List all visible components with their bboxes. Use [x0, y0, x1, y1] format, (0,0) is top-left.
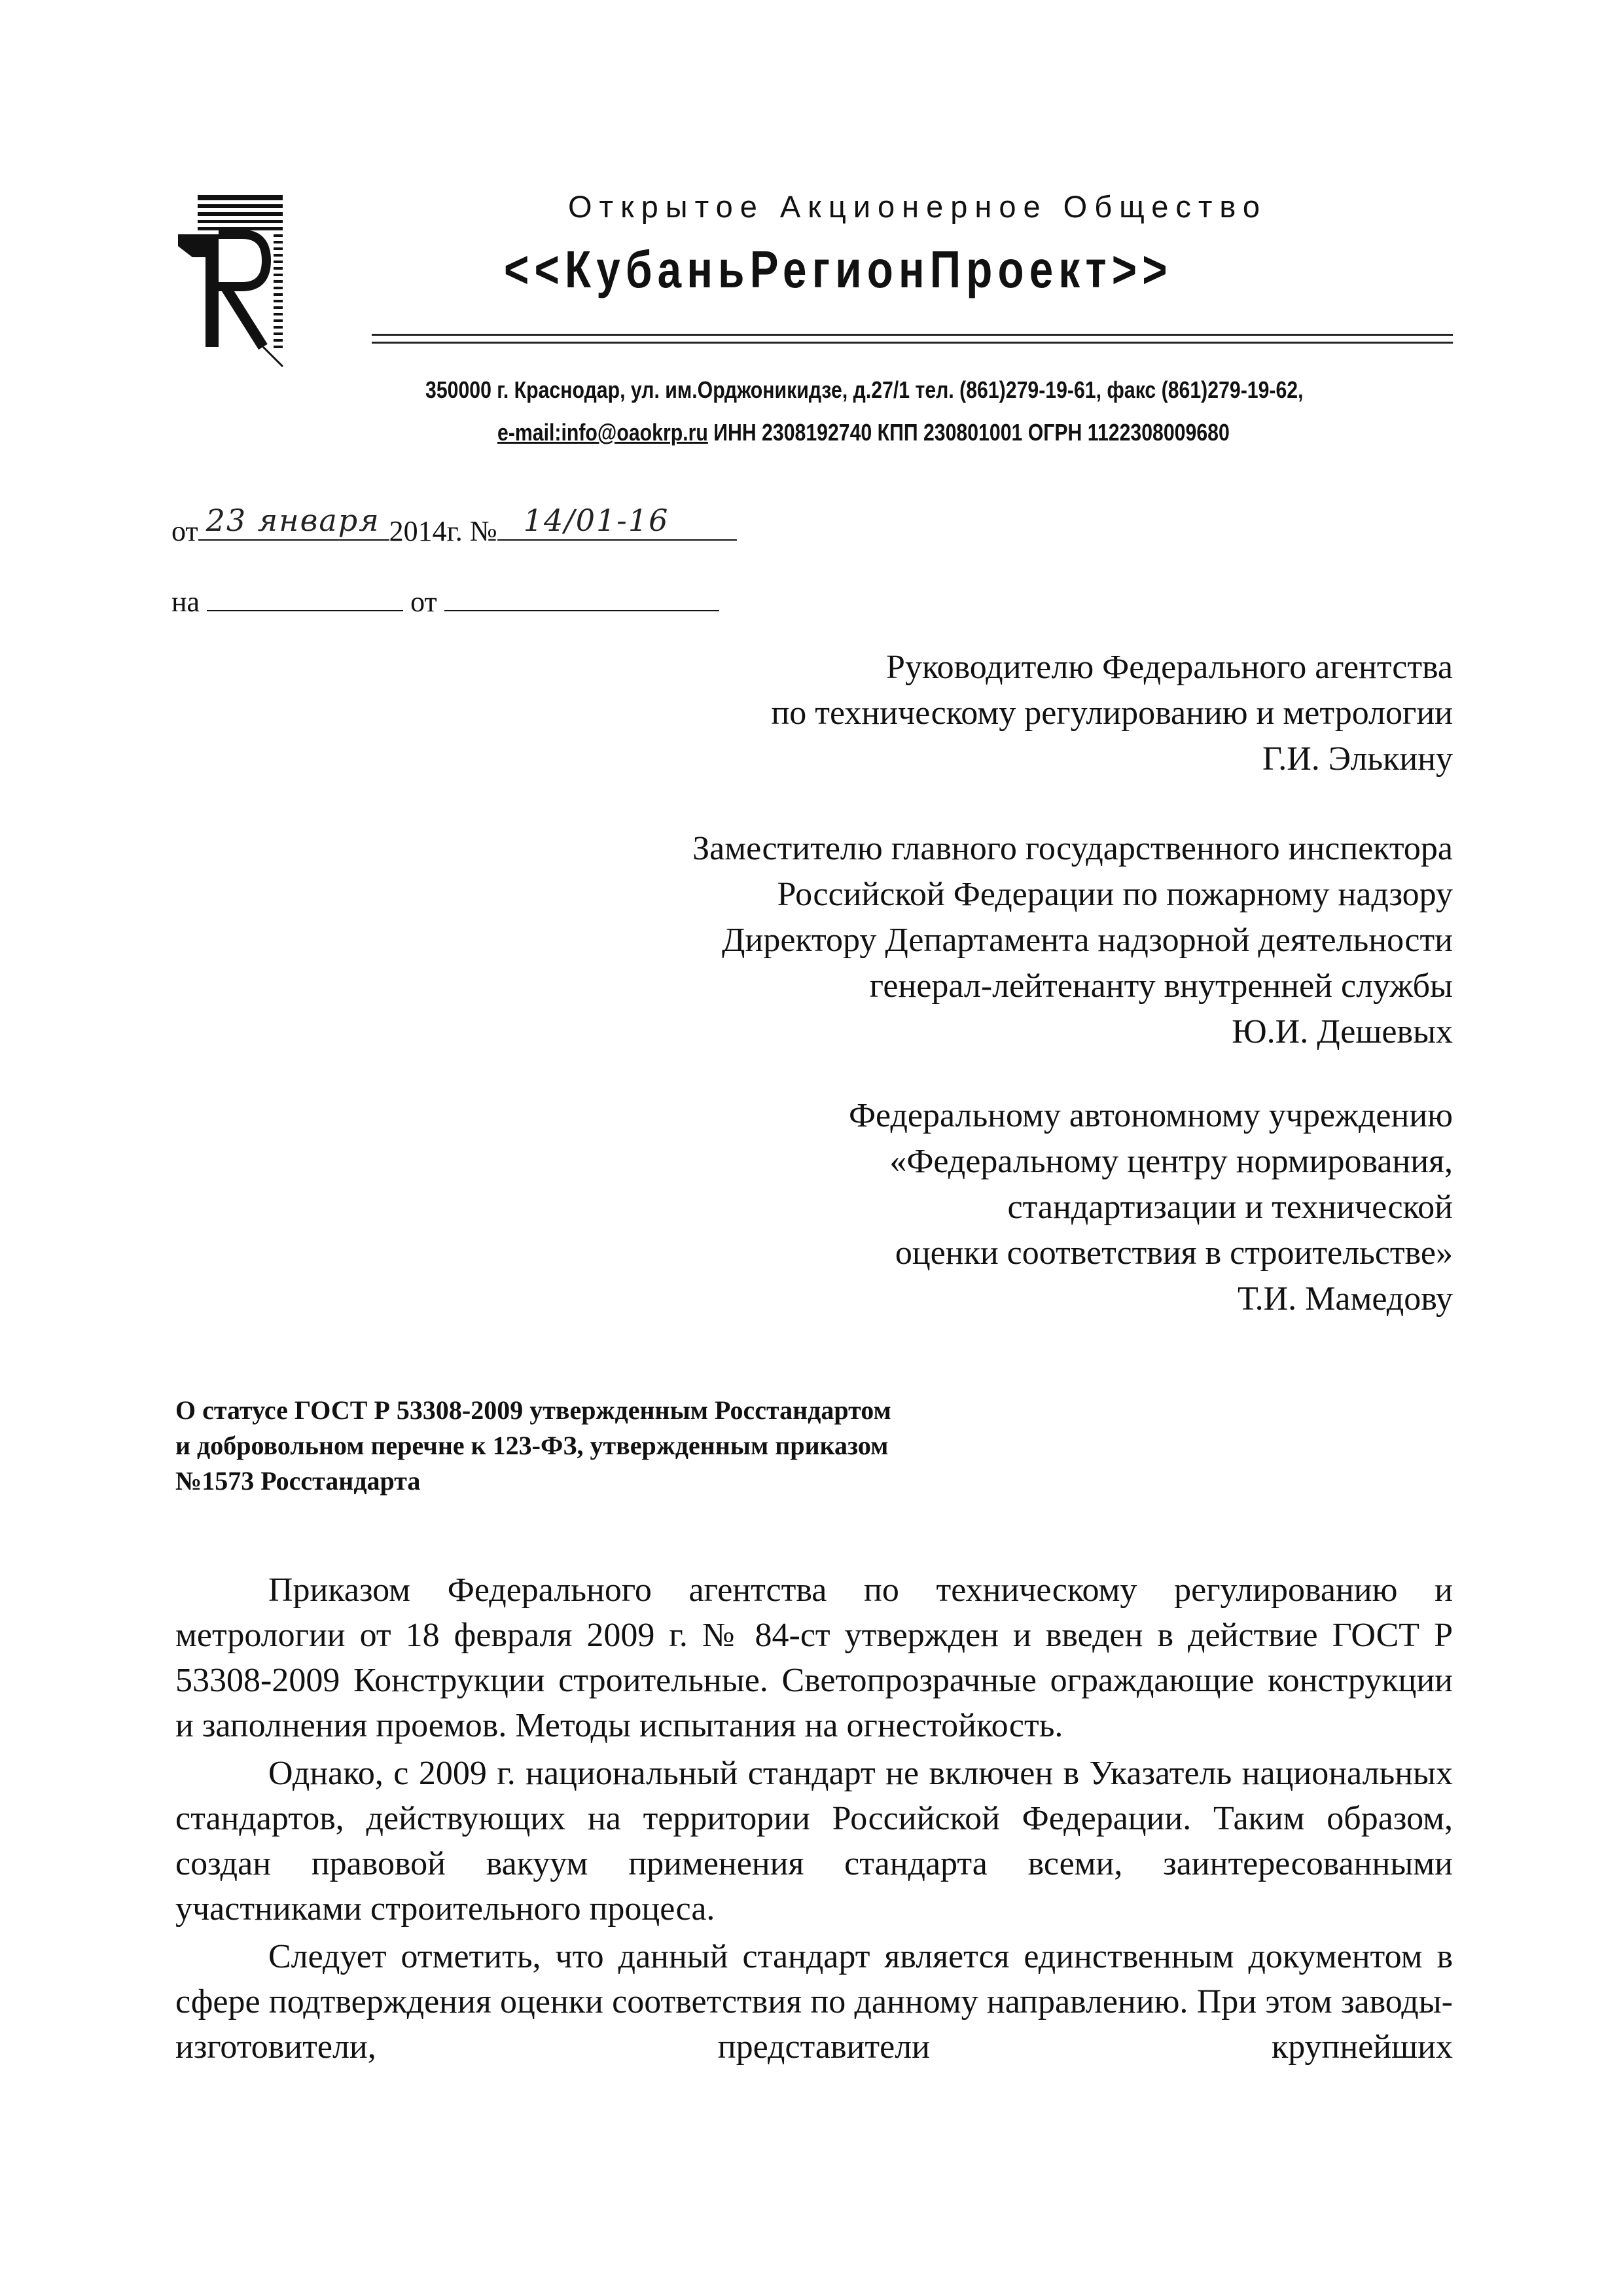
subject-line: О статусе ГОСТ Р 53308-2009 утвержденным Росстандартом	[175, 1395, 891, 1425]
addressee-line: «Федеральному центру нормирования,	[889, 1143, 1453, 1180]
reply-number-field	[207, 581, 403, 611]
addressee-line: оценки соответствия в строительстве»	[895, 1234, 1453, 1272]
header-rule-bottom	[372, 342, 1453, 344]
number-field	[497, 503, 737, 541]
subject-line: и добровольном перечне к 123-ФЗ, утвержденным приказом	[175, 1431, 889, 1460]
contact-email-link[interactable]: e-mail:info@oaokrp.ru	[497, 419, 708, 446]
addressee-line: Ю.И. Дешевых	[1232, 1013, 1453, 1050]
outgoing-ref-line	[171, 503, 737, 548]
year-number-label: 2014г. №	[389, 515, 497, 547]
contact-address: 350000 г. Краснодар, ул. им.Орджоникидзе, д.27/1 тел. (861)279-19-61, факс (861)279-19-62,	[425, 376, 1304, 403]
letter-body	[175, 1568, 1453, 2070]
addressee-line: Заместителю главного государственного инспектора	[692, 830, 1453, 867]
subject-line: №1573 Росстандарта	[175, 1466, 421, 1496]
body-paragraph: Приказом Федерального агентства по техническому регулированию и метрологии от 18 февраля 2009 г. № 84-ст утвержден и введен в действие ГОСТ Р 53308-2009 Конструкции строительные. Светопрозрачные ограждающие конструкции и заполнения проемов. Методы испытания на огнестойкость.	[175, 1571, 1453, 1744]
body-paragraph: Однако, с 2009 г. национальный стандарт не включен в Указатель национальных стандартов, действующих на территории Российской Федерации. Таким образом, создан правовой вакуум применения стандарта всеми, заинтересованными участниками строительного процеса.	[175, 1755, 1453, 1928]
addressee-line: стандартизации и технической	[1007, 1189, 1453, 1226]
addressee-line: Российской Федерации по пожарному надзору	[777, 876, 1453, 913]
addressee-line: Г.И. Элькину	[1262, 740, 1453, 778]
contact-registry-line	[497, 419, 1230, 446]
reply-from-label: от	[410, 586, 437, 618]
org-type: Открытое Акционерное Общество	[568, 189, 1268, 224]
reply-date-field	[444, 581, 719, 611]
addressee-line: Федеральному автономному учреждению	[848, 1097, 1453, 1134]
letter-subject	[175, 1393, 891, 1499]
date-field	[198, 503, 389, 541]
company-logo-icon	[178, 195, 302, 372]
from-label: от	[171, 515, 198, 547]
header-rule-top	[372, 334, 1453, 336]
addressee-line: Т.И. Мамедову	[1238, 1280, 1453, 1318]
handwritten-number: 14/01-16	[523, 503, 669, 538]
addressee-block-3	[849, 1093, 1453, 1322]
addressee-block-1	[771, 645, 1453, 782]
addressee-line: по техническому регулированию и метрологии	[771, 694, 1453, 732]
handwritten-date: 23 января	[205, 503, 380, 538]
addressee-line: Директору Департамента надзорной деятельности	[722, 922, 1453, 959]
incoming-ref-line	[171, 581, 719, 619]
reply-label: на	[171, 586, 200, 618]
addressee-line: Руководителю Федерального агентства	[886, 649, 1453, 686]
addressee-block-2	[692, 826, 1453, 1055]
org-name: <<КубаньРегионПроект>>	[504, 240, 1173, 298]
body-paragraph: Следует отметить, что данный стандарт является единственным документом в сфере подтверждения оценки соответствия по данному направлению. При этом заводы-изготовители, представители крупнейших	[175, 1938, 1453, 2066]
contact-registry: ИНН 2308192740 КПП 230801001 ОГРН 1122308009680	[707, 419, 1230, 446]
addressee-line: генерал-лейтенанту внутренней службы	[869, 967, 1453, 1005]
